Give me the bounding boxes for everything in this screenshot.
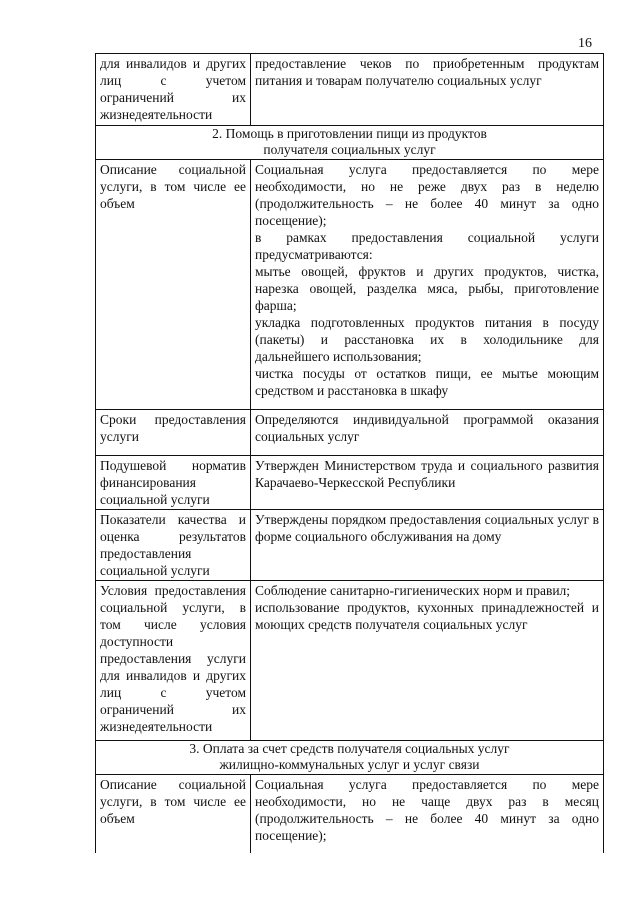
row-label: для инвалидов и других лиц с учетом ограничений их жизнедеятельности bbox=[96, 54, 251, 126]
row-paragraph: Определяются индивидуальной программой оказания социальных услуг bbox=[255, 412, 599, 444]
row-paragraph: укладка подготовленных продуктов питания в посуду (пакеты) и расстановка их в холодильнике для дальнейшего использования; bbox=[255, 315, 599, 364]
section-2-title bbox=[96, 126, 604, 160]
row-content bbox=[251, 775, 604, 853]
services-table bbox=[95, 53, 604, 853]
section-title-line: 3. Оплата за счет средств получателя социальных услуг bbox=[189, 741, 510, 756]
table-row bbox=[96, 456, 604, 510]
row-label: Подушевой норматив финансирования социальной услуги bbox=[96, 456, 251, 510]
row-label: Показатели качества и оценка результатов предоставления социальной услуги bbox=[96, 510, 251, 581]
table-row bbox=[96, 160, 604, 410]
table-row bbox=[96, 410, 604, 456]
row-paragraph: в рамках предоставления социальной услуги предусматриваются: bbox=[255, 230, 599, 262]
section-header-row bbox=[96, 741, 604, 775]
section-title-line: жилищно-коммунальных услуг и услуг связи bbox=[219, 757, 480, 772]
row-paragraph: Утверждены порядком предоставления социальных услуг в форме социального обслуживания на дому bbox=[255, 512, 599, 544]
row-paragraph: Соблюдение санитарно-гигиенических норм и правил; bbox=[255, 583, 571, 598]
section-title-line: 2. Помощь в приготовлении пищи из продуктов bbox=[212, 126, 487, 141]
table-row bbox=[96, 54, 604, 126]
table-row bbox=[96, 775, 604, 853]
row-label: Описание социальной услуги, в том числе ее объем bbox=[96, 775, 251, 853]
row-paragraph: использование продуктов, кухонных принадлежностей и моющих средств получателя социальных услуг bbox=[255, 600, 599, 632]
row-paragraph: чистка посуды от остатков пищи, ее мытье моющим средством и расстановка в шкафу bbox=[255, 366, 599, 398]
row-paragraph: мытье овощей, фруктов и других продуктов, чистка, нарезка овощей, разделка мяса, рыбы, приготовление фарша; bbox=[255, 264, 599, 313]
table-row bbox=[96, 581, 604, 741]
table-row bbox=[96, 510, 604, 581]
row-paragraph: Утвержден Министерством труда и социального развития Карачаево-Черкесской Республики bbox=[255, 458, 599, 490]
section-title-line: получателя социальных услуг bbox=[263, 142, 436, 157]
row-paragraph: Социальная услуга предоставляется по мере необходимости, но не реже двух раз в неделю (продолжительность – не более 40 минут за одно посещение); bbox=[255, 162, 599, 228]
row-content bbox=[251, 510, 604, 581]
page-number: 16 bbox=[578, 36, 592, 51]
row-label: Условия предоставления социальной услуги, в том числе условия доступности предоставления услуги для инвалидов и других лиц с учетом ограничений их жизнедеятельности bbox=[96, 581, 251, 741]
section-header-row bbox=[96, 126, 604, 160]
row-label: Сроки предоставления услуги bbox=[96, 410, 251, 456]
row-content bbox=[251, 456, 604, 510]
row-paragraph: предоставление чеков по приобретенным продуктам питания и товарам получателю социальных услуг bbox=[255, 56, 599, 88]
row-paragraph: Социальная услуга предоставляется по мере необходимости, но не чаще двух раз в месяц (продолжительность – не более 40 минут за одно посещение); bbox=[255, 777, 599, 843]
row-content bbox=[251, 410, 604, 456]
row-content bbox=[251, 54, 604, 126]
row-content bbox=[251, 160, 604, 410]
row-label: Описание социальной услуги, в том числе ее объем bbox=[96, 160, 251, 410]
row-content bbox=[251, 581, 604, 741]
section-3-title bbox=[96, 741, 604, 775]
